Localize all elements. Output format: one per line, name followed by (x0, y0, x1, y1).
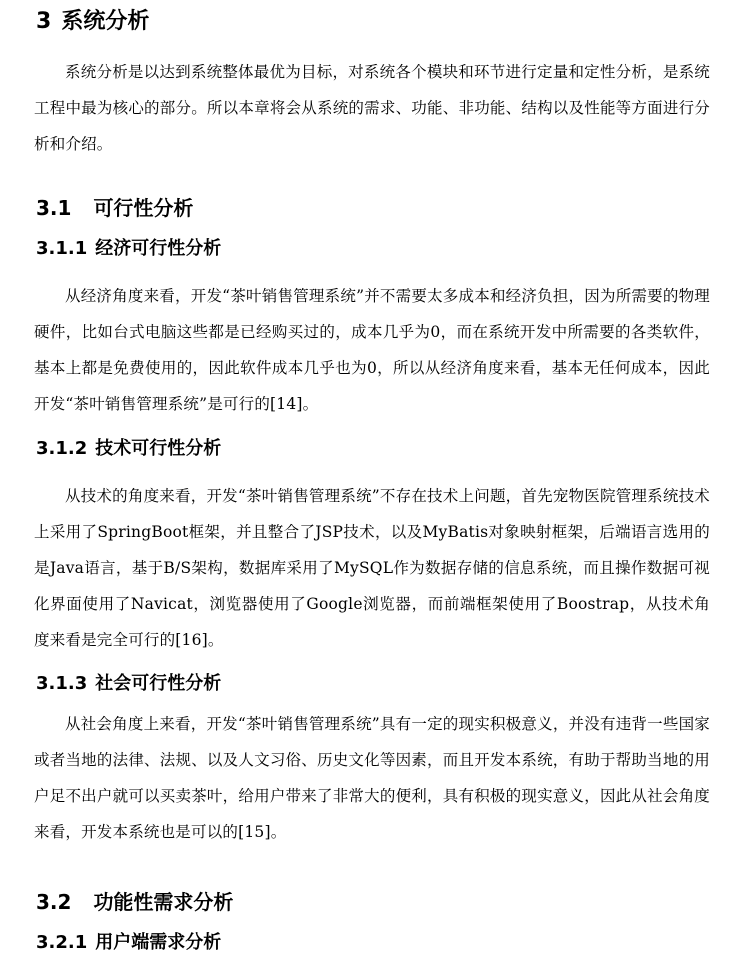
subsection-heading-3-1-2 (36, 434, 221, 460)
subsection-title: 技术可行性分析 (95, 438, 222, 459)
chapter-intro-paragraph: 系统分析是以达到系统整体最优为目标，对系统各个模块和环节进行定量和定性分析，是系统工程中最为核心的部分。所以本章将会从系统的需求、功能、非功能、结构以及性能等方面进行分析和介绍。 (34, 63, 710, 153)
chapter-number: 3 (36, 9, 52, 34)
section-title: 功能性需求分析 (93, 890, 234, 914)
section-heading-3-1 (36, 192, 193, 221)
subsection-heading-3-1-3 (36, 669, 221, 695)
section-heading-3-2 (36, 886, 233, 915)
subsection-number: 3.2.1 (36, 932, 88, 953)
subsection-title: 经济可行性分析 (95, 238, 222, 259)
social-feasibility-paragraph: 从社会角度上来看，开发“茶叶销售管理系统”具有一定的现实积极意义，并没有违背一些国家或者当地的法律、法规、以及人文习俗、历史文化等因素，而且开发本系统，有助于帮助当地的用户足不出户就可以买卖茶叶，给用户带来了非常大的便利，具有积极的现实意义，因此从社会角度来看，开发本系统也是可以的[15]。 (34, 715, 710, 841)
subsection-number: 3.1.3 (36, 673, 88, 694)
section-number: 3.2 (36, 890, 72, 914)
subsection-number: 3.1.2 (36, 438, 88, 459)
subsection-heading-3-1-1 (36, 234, 221, 260)
subsection-number: 3.1.1 (36, 238, 88, 259)
subsection-title: 用户端需求分析 (95, 932, 222, 953)
section-title: 可行性分析 (93, 196, 194, 220)
economic-feasibility-paragraph: 从经济角度来看，开发“茶叶销售管理系统”并不需要太多成本和经济负担，因为所需要的物理硬件，比如台式电脑这些都是已经购买过的，成本几乎为0，而在系统开发中所需要的各类软件，基本上都是免费使用的，因此软件成本几乎也为0，所以从经济角度来看，基本无任何成本，因此开发“茶叶销售管理系统”是可行的[14]。 (34, 287, 710, 413)
section-number: 3.1 (36, 196, 72, 220)
chapter-title: 系统分析 (61, 9, 150, 34)
technical-feasibility-paragraph: 从技术的角度来看，开发“茶叶销售管理系统”不存在技术上问题，首先宠物医院管理系统技术上采用了SpringBoot框架，并且整合了JSP技术，以及MyBatis对象映射框架，后端语言选用的是Java语言，基于B/S架构，数据库采用了MySQL作为数据存储的信息系统，而且操作数据可视化界面使用了Navicat，浏览器使用了Google浏览器，而前端框架使用了Boostrap，从技术角度来看是完全可行的[16]。 (34, 487, 710, 649)
subsection-heading-3-2-1 (36, 928, 221, 954)
subsection-title: 社会可行性分析 (95, 673, 222, 694)
chapter-heading (36, 4, 149, 35)
